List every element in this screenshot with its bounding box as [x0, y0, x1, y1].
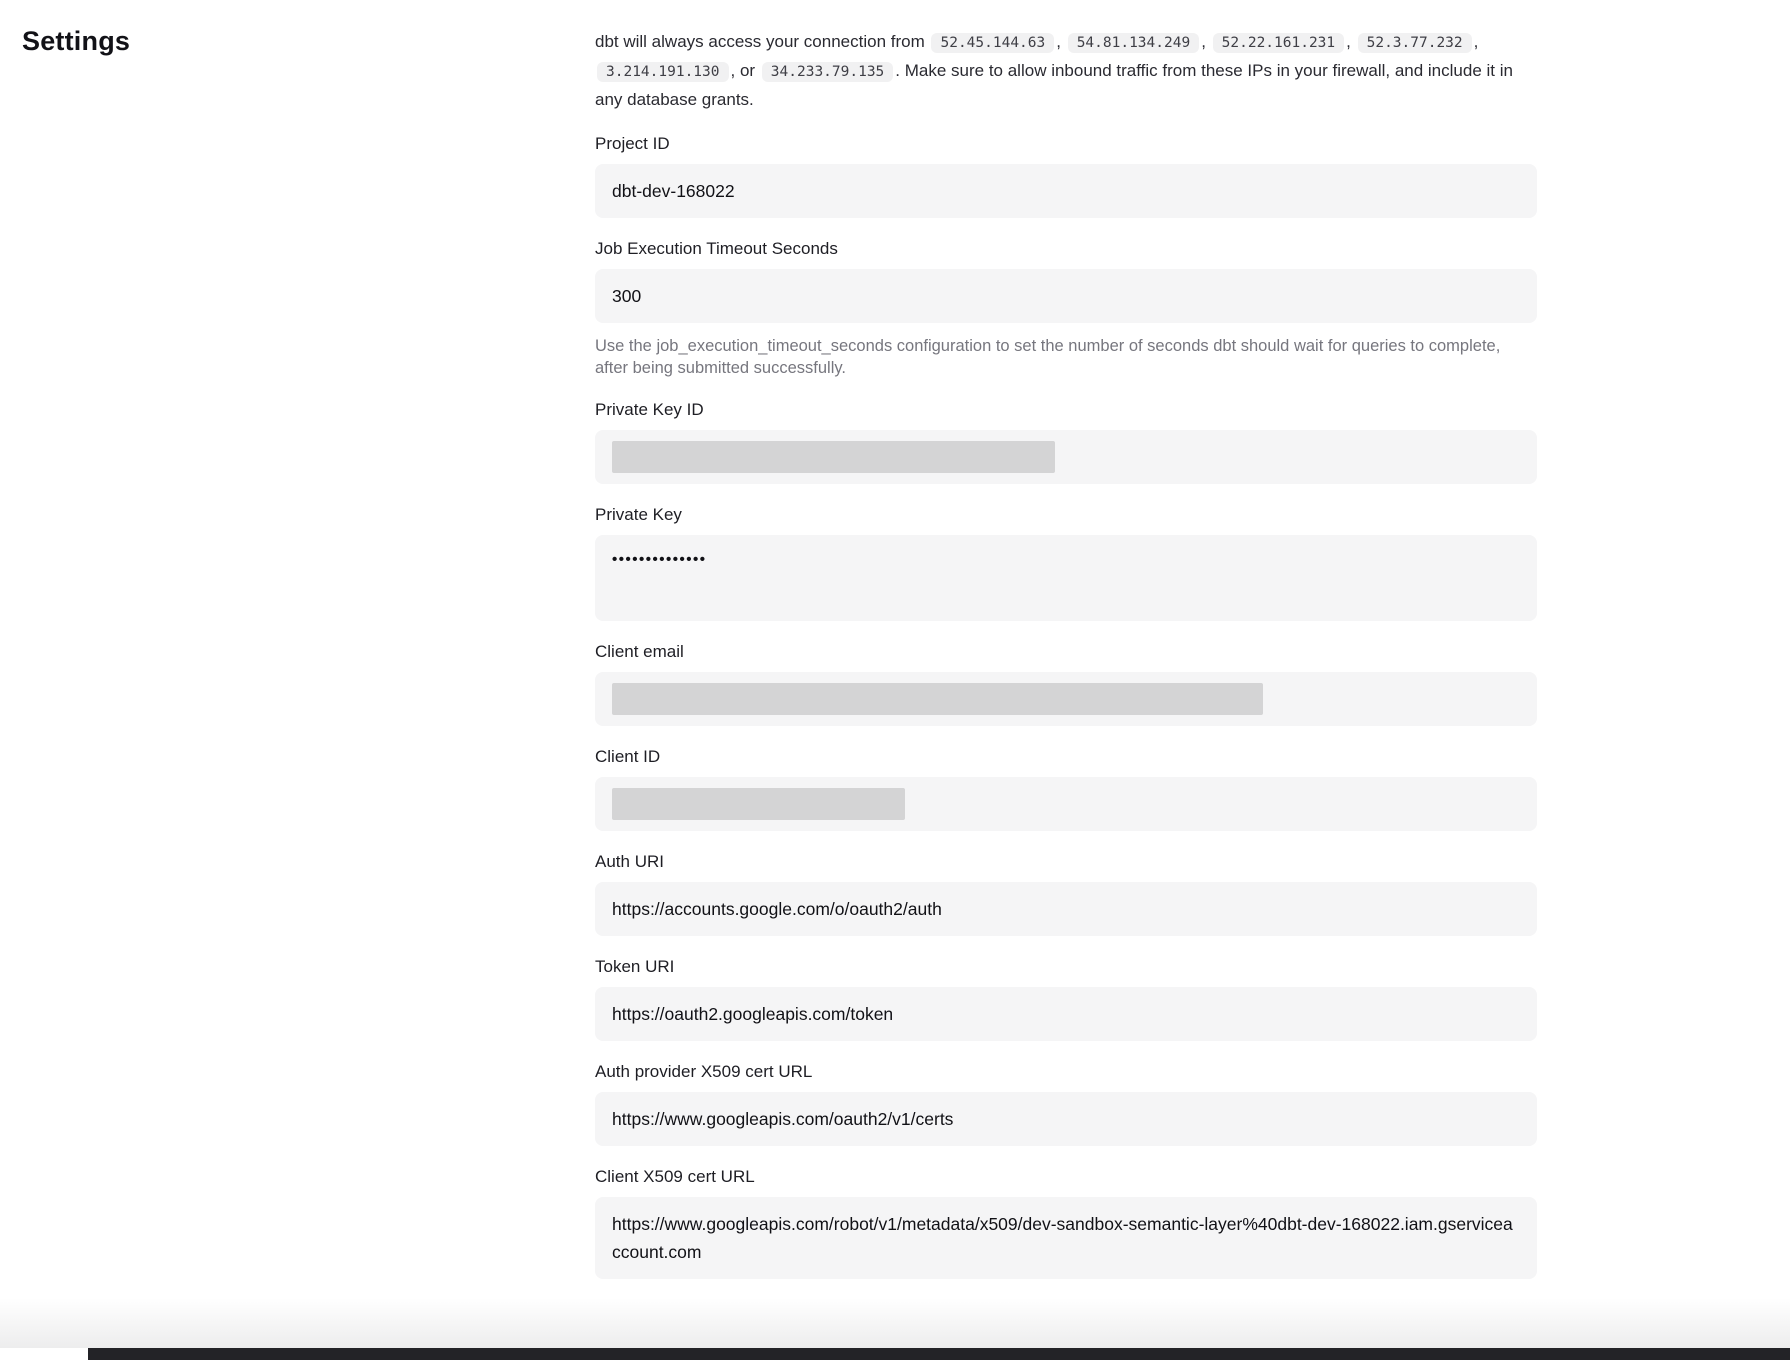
intro-text-after: . Make sure to allow inbound traffic from these IPs in your firewall, and include it in any database grants. [595, 61, 1513, 109]
project-id-input[interactable] [595, 164, 1537, 218]
private-key-id-label: Private Key ID [595, 400, 704, 419]
field-client-cert-url [595, 1165, 1537, 1279]
redacted-value-bar [612, 441, 1055, 473]
ip-address-chip: 34.233.79.135 [762, 62, 894, 82]
field-client-email [595, 640, 1537, 726]
ip-address-chip: 54.81.134.249 [1068, 33, 1200, 53]
token-uri-value: https://oauth2.googleapis.com/token [612, 1003, 894, 1024]
ip-address-chip: 52.45.144.63 [931, 33, 1054, 53]
client-id-input[interactable] [595, 777, 1537, 831]
token-uri-input[interactable] [595, 987, 1537, 1041]
ip-address-chip: 52.22.161.231 [1213, 33, 1345, 53]
settings-form [595, 28, 1537, 1279]
auth-provider-cert-url-label: Auth provider X509 cert URL [595, 1062, 813, 1081]
client-id-label: Client ID [595, 747, 661, 766]
job-timeout-input[interactable] [595, 269, 1537, 323]
job-timeout-value: 300 [612, 285, 642, 306]
page-title: Settings [22, 26, 131, 56]
masked-private-key-value: •••••••••••••• [612, 551, 707, 568]
private-key-label: Private Key [595, 505, 682, 524]
field-job-timeout [595, 237, 1537, 379]
auth-uri-value: https://accounts.google.com/o/oauth2/auth [612, 898, 942, 919]
ip-address-chip: 52.3.77.232 [1358, 33, 1472, 53]
field-private-key [595, 503, 1537, 621]
client-cert-url-label: Client X509 cert URL [595, 1167, 755, 1186]
footer-bar-edge [88, 1348, 1790, 1360]
client-email-label: Client email [595, 642, 684, 661]
auth-provider-cert-url-input[interactable] [595, 1092, 1537, 1146]
auth-uri-input[interactable] [595, 882, 1537, 936]
client-cert-url-value: https://www.googleapis.com/robot/v1/metadata/x509/dev-sandbox-semantic-layer%40dbt-dev-168022.iam.gserviceaccount.com [612, 1214, 1513, 1262]
ip-address-chip: 3.214.191.130 [597, 62, 729, 82]
bottom-scroll-shadow [0, 1298, 1790, 1348]
project-id-value: dbt-dev-168022 [612, 180, 735, 201]
field-auth-provider-cert-url [595, 1060, 1537, 1146]
auth-uri-label: Auth URI [595, 852, 664, 871]
ip-allowlist-notice [595, 28, 1537, 113]
field-auth-uri [595, 850, 1537, 936]
job-timeout-help-text: Use the job_execution_timeout_seconds configuration to set the number of seconds dbt should wait for queries to complete, after being submitted successfully. [595, 337, 1501, 377]
field-project-id [595, 132, 1537, 218]
field-private-key-id [595, 398, 1537, 484]
job-timeout-label: Job Execution Timeout Seconds [595, 239, 838, 258]
separator: , [1056, 32, 1066, 51]
intro-text-before: dbt will always access your connection from [595, 32, 930, 51]
private-key-id-input[interactable] [595, 430, 1537, 484]
redacted-value-bar [612, 788, 905, 820]
field-client-id [595, 745, 1537, 831]
separator: , [1201, 32, 1211, 51]
private-key-input[interactable] [595, 535, 1537, 621]
separator: , [1473, 32, 1479, 51]
client-cert-url-input[interactable] [595, 1197, 1537, 1279]
auth-provider-cert-url-value: https://www.googleapis.com/oauth2/v1/certs [612, 1108, 954, 1129]
client-email-input[interactable] [595, 672, 1537, 726]
project-id-label: Project ID [595, 134, 670, 153]
separator: , or [730, 61, 760, 80]
token-uri-label: Token URI [595, 957, 675, 976]
field-token-uri [595, 955, 1537, 1041]
separator: , [1346, 32, 1356, 51]
redacted-value-bar [612, 683, 1263, 715]
